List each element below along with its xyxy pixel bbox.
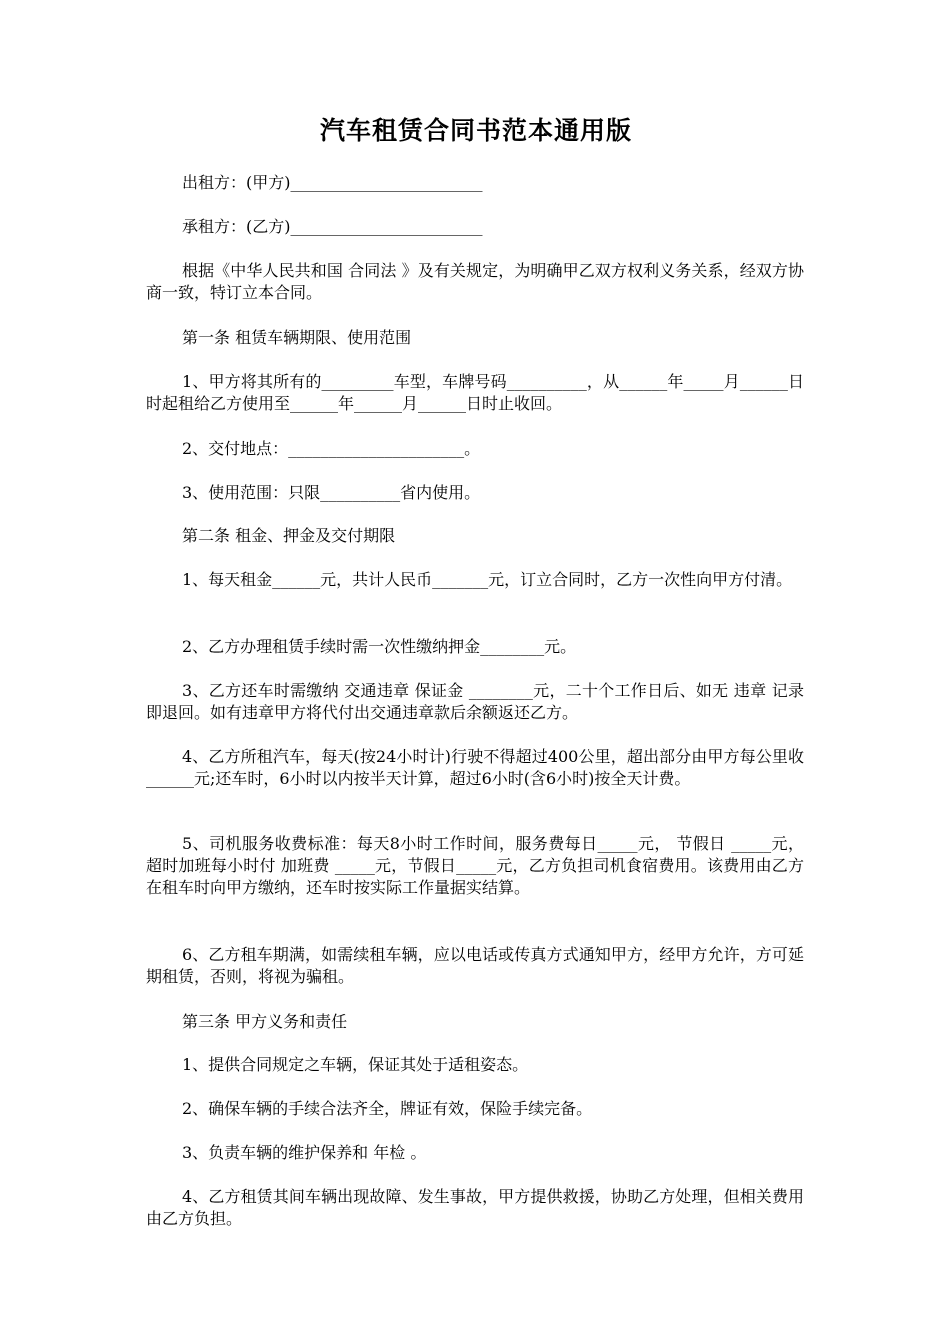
lessee-line: 承租方：(乙方)________________________: [182, 217, 483, 236]
article-1-heading: 第一条 租赁车辆期限、使用范围: [182, 328, 412, 347]
article-2-clause-4: 4、乙方所租汽车，每天(按24小时计)行驶不得超过400公里，超出部分由甲方每公里收______元;还车时，6小时以内按半天计算，超过6小时(含6小时)按全天计费。: [146, 747, 804, 788]
article-3-clause-3: 3、负责车辆的维护保养和 年检 。: [182, 1143, 427, 1162]
article-2-clause-1: 1、每天租金______元，共计人民币_______元，订立合同时，乙方一次性向甲方付清。: [182, 570, 793, 589]
article-3-clause-1: 1、提供合同规定之车辆，保证其处于适租姿态。: [182, 1055, 529, 1074]
article-3-heading: 第三条 甲方义务和责任: [182, 1012, 348, 1031]
article-1-clause-2: 2、交付地点：______________________。: [182, 439, 481, 458]
article-2-clause-5: 5、司机服务收费标准：每天8小时工作时间，服务费每日_____元， 节假日 _____元，超时加班每小时付 加班费 _____元，节假日_____元，乙方负担司机食宿费用。该费用由乙方在租车时向甲方缴纳，还车时按实际工作量据实结算。: [146, 834, 804, 897]
document-title: 汽车租赁合同书范本通用版: [319, 116, 632, 145]
article-2-clause-3: 3、乙方还车时需缴纳 交通违章 保证金 ________元，二十个工作日后、如无 违章 记录即退回。如有违章甲方将代付出交通违章款后余额返还乙方。: [146, 681, 804, 722]
article-2-heading: 第二条 租金、押金及交付期限: [182, 526, 396, 545]
article-3-clause-4: 4、乙方租赁其间车辆出现故障、发生事故，甲方提供救援，协助乙方处理，但相关费用由乙方负担。: [146, 1187, 804, 1228]
article-2-clause-2: 2、乙方办理租赁手续时需一次性缴纳押金________元。: [182, 637, 577, 656]
article-1-clause-3: 3、使用范围：只限__________省内使用。: [182, 483, 481, 502]
article-3-clause-2: 2、确保车辆的手续合法齐全，牌证有效，保险手续完备。: [182, 1099, 593, 1118]
article-2-clause-6: 6、乙方租车期满，如需续租车辆，应以电话或传真方式通知甲方，经甲方允许，方可延期租赁，否则，将视为骗租。: [146, 945, 804, 986]
article-1-clause-1: 1、甲方将其所有的_________车型，车牌号码__________，从______年_____月______日时起租给乙方使用至______年______月______日时止收回。: [146, 372, 804, 413]
preamble-paragraph: 根据《中华人民共和国 合同法 》及有关规定，为明确甲乙双方权利义务关系，经双方协商一致，特订立本合同。: [146, 261, 804, 302]
lessor-line: 出租方：(甲方)________________________: [182, 173, 483, 192]
